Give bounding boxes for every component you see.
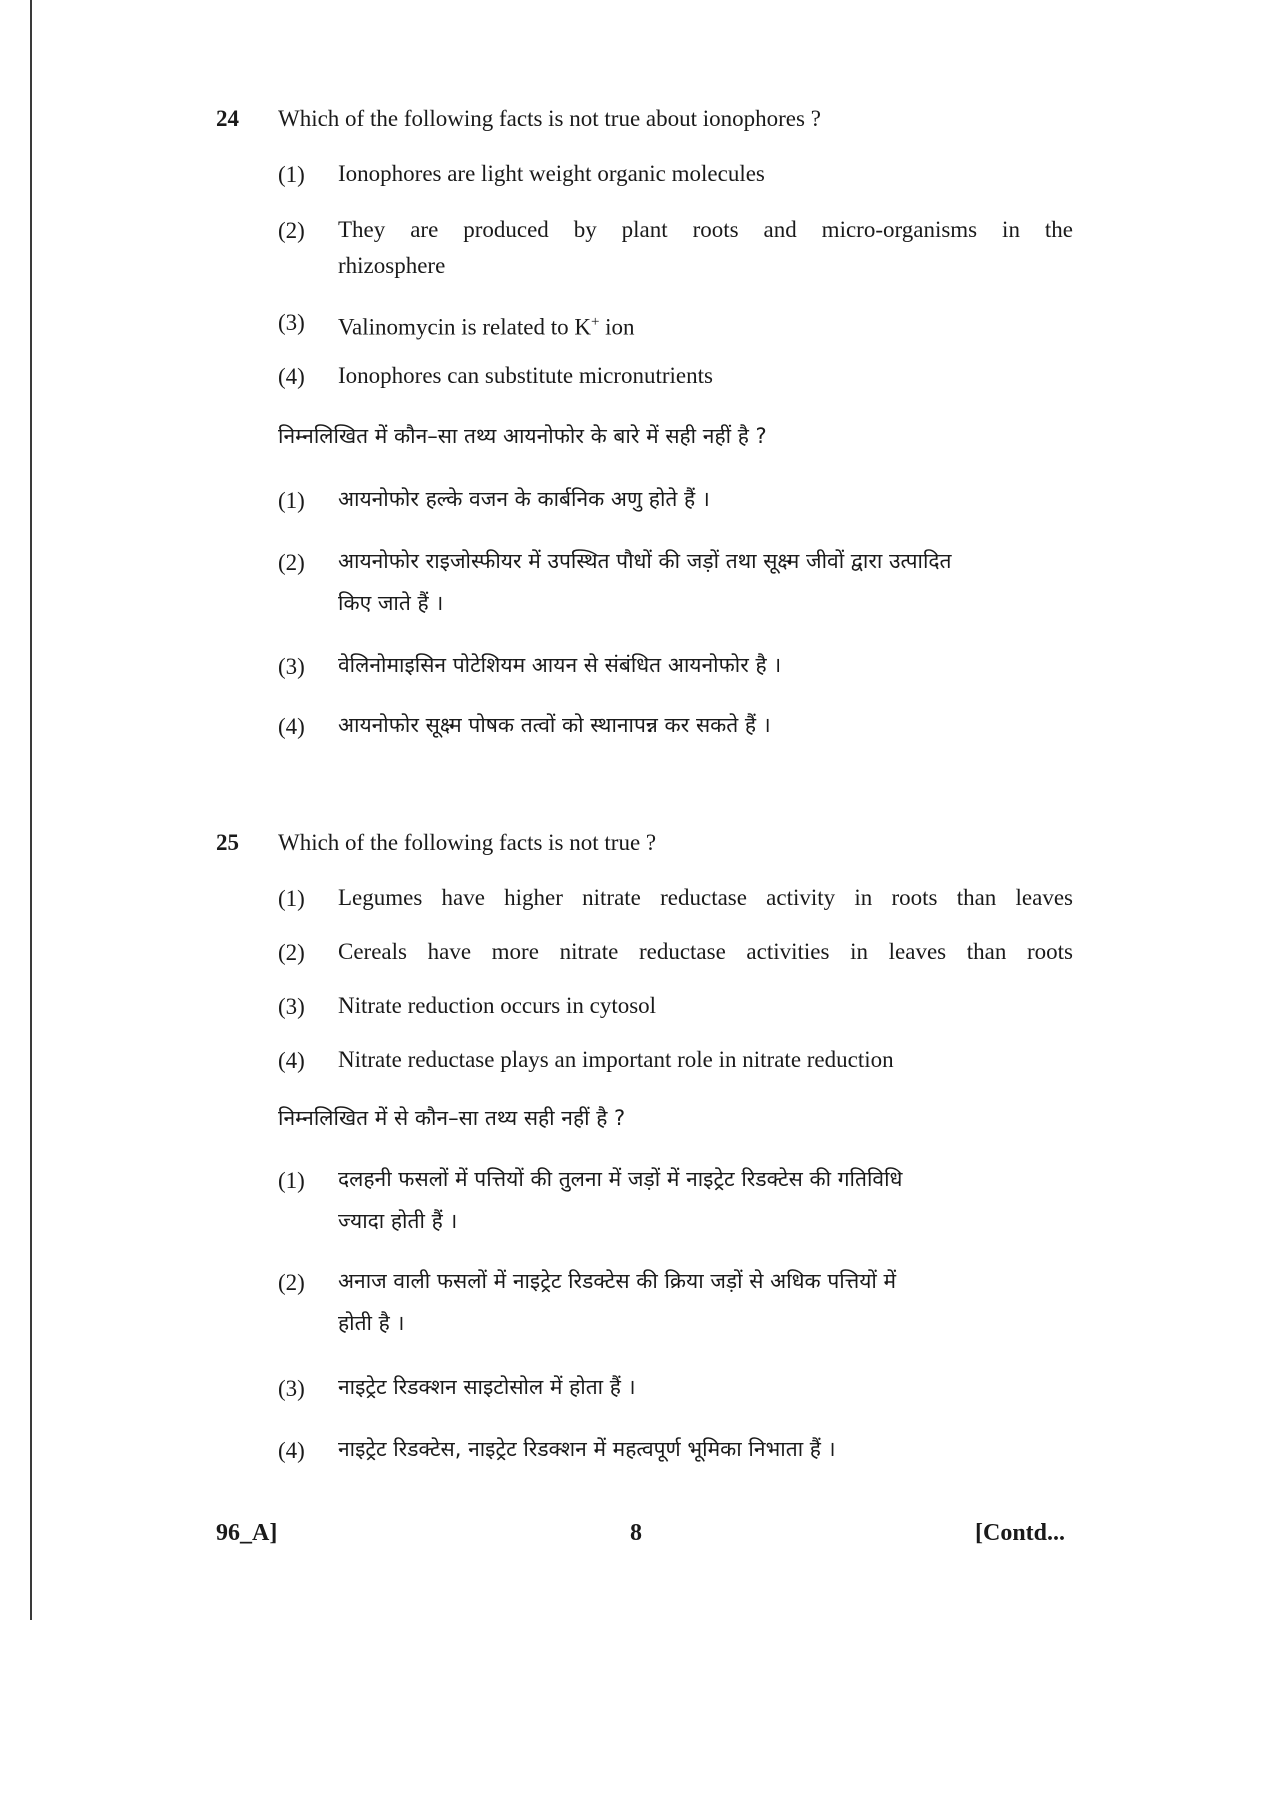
page-number: 8 [630, 1520, 642, 1546]
question-number: 25 [216, 830, 239, 855]
option-text-en: Nitrate reduction occurs in cytosol [338, 993, 657, 1018]
option-number: (4) [278, 714, 305, 739]
option-text-hi: वेलिनोमाइसिन पोटेशियम आयन से संबंधित आयनोफोर है । [338, 653, 782, 677]
option-text-en: Legumes have higher nitrate reductase activity in roots than leaves [338, 885, 1073, 910]
option-number: (2) [278, 550, 305, 575]
option-number: (3) [278, 310, 305, 335]
paper-code: 96_A] [216, 1520, 278, 1546]
option-number: (1) [278, 162, 305, 187]
option-text-hi-cont: ज्यादा होती हैं । [338, 1209, 458, 1233]
question-text-en: Which of the following facts is not true about ionophores ? [278, 106, 821, 131]
option-number: (3) [278, 1376, 305, 1401]
margin-line [30, 0, 32, 1620]
option-text-en-cont: rhizosphere [338, 253, 446, 278]
option-text-hi: आयनोफोर सूक्ष्म पोषक तत्वों को स्थानापन्न कर सकते हैं । [338, 713, 771, 737]
option-text-en: Nitrate reductase plays an important role in nitrate reduction [338, 1047, 894, 1072]
option-text-hi: नाइट्रेट रिडक्शन साइटोसोल में होता हैं । [338, 1375, 636, 1399]
option-number: (1) [278, 1168, 305, 1193]
option-text-hi: दलहनी फसलों में पत्तियों की तुलना में जड़ों में नाइट्रेट रिडक्टेस की गतिविधि [338, 1167, 903, 1191]
question-text-hi: निम्नलिखित में से कौन–सा तथ्य सही नहीं है ? [278, 1106, 626, 1130]
question-text-en: Which of the following facts is not true ? [278, 830, 657, 855]
option-number: (3) [278, 654, 305, 679]
option-text-hi: आयनोफोर हल्के वजन के कार्बनिक अणु होते हैं । [338, 487, 710, 511]
option-text-part: Valinomycin is related to K [338, 314, 591, 340]
option-text-en: Ionophores are light weight organic molecules [338, 161, 765, 186]
superscript-plus: + [590, 314, 600, 330]
question-number: 24 [216, 106, 239, 131]
option-text-hi: अनाज वाली फसलों में नाइट्रेट रिडक्टेस की क्रिया जड़ों से अधिक पत्तियों में [338, 1269, 897, 1293]
option-number: (2) [278, 1270, 305, 1295]
option-number: (4) [278, 1048, 305, 1073]
option-text-hi: नाइट्रेट रिडक्टेस, नाइट्रेट रिडक्शन में महत्वपूर्ण भूमिका निभाता हैं । [338, 1437, 836, 1461]
option-text-en: Cereals have more nitrate reductase activities in leaves than roots [338, 939, 1073, 964]
option-text-hi-cont: होती है । [338, 1311, 405, 1335]
option-number: (4) [278, 1438, 305, 1463]
option-text-hi-cont: किए जाते हैं । [338, 591, 444, 615]
option-number: (2) [278, 940, 305, 965]
option-number: (1) [278, 886, 305, 911]
option-text-en: Ionophores can substitute micronutrients [338, 363, 713, 388]
option-number: (4) [278, 364, 305, 389]
option-text-en [338, 304, 1073, 346]
option-text-hi: आयनोफोर राइजोस्फीयर में उपस्थित पौधों की जड़ों तथा सूक्ष्म जीवों द्वारा उत्पादित [338, 549, 952, 573]
option-number: (1) [278, 488, 305, 513]
option-number: (3) [278, 994, 305, 1019]
option-text-en: They are produced by plant roots and micro-organisms in the [338, 217, 1073, 242]
question-text-hi: निम्नलिखित में कौन–सा तथ्य आयनोफोर के बारे में सही नहीं है ? [278, 424, 767, 448]
continued-label: [Contd... [975, 1520, 1066, 1546]
option-number: (2) [278, 218, 305, 243]
option-text-part: ion [599, 314, 635, 340]
